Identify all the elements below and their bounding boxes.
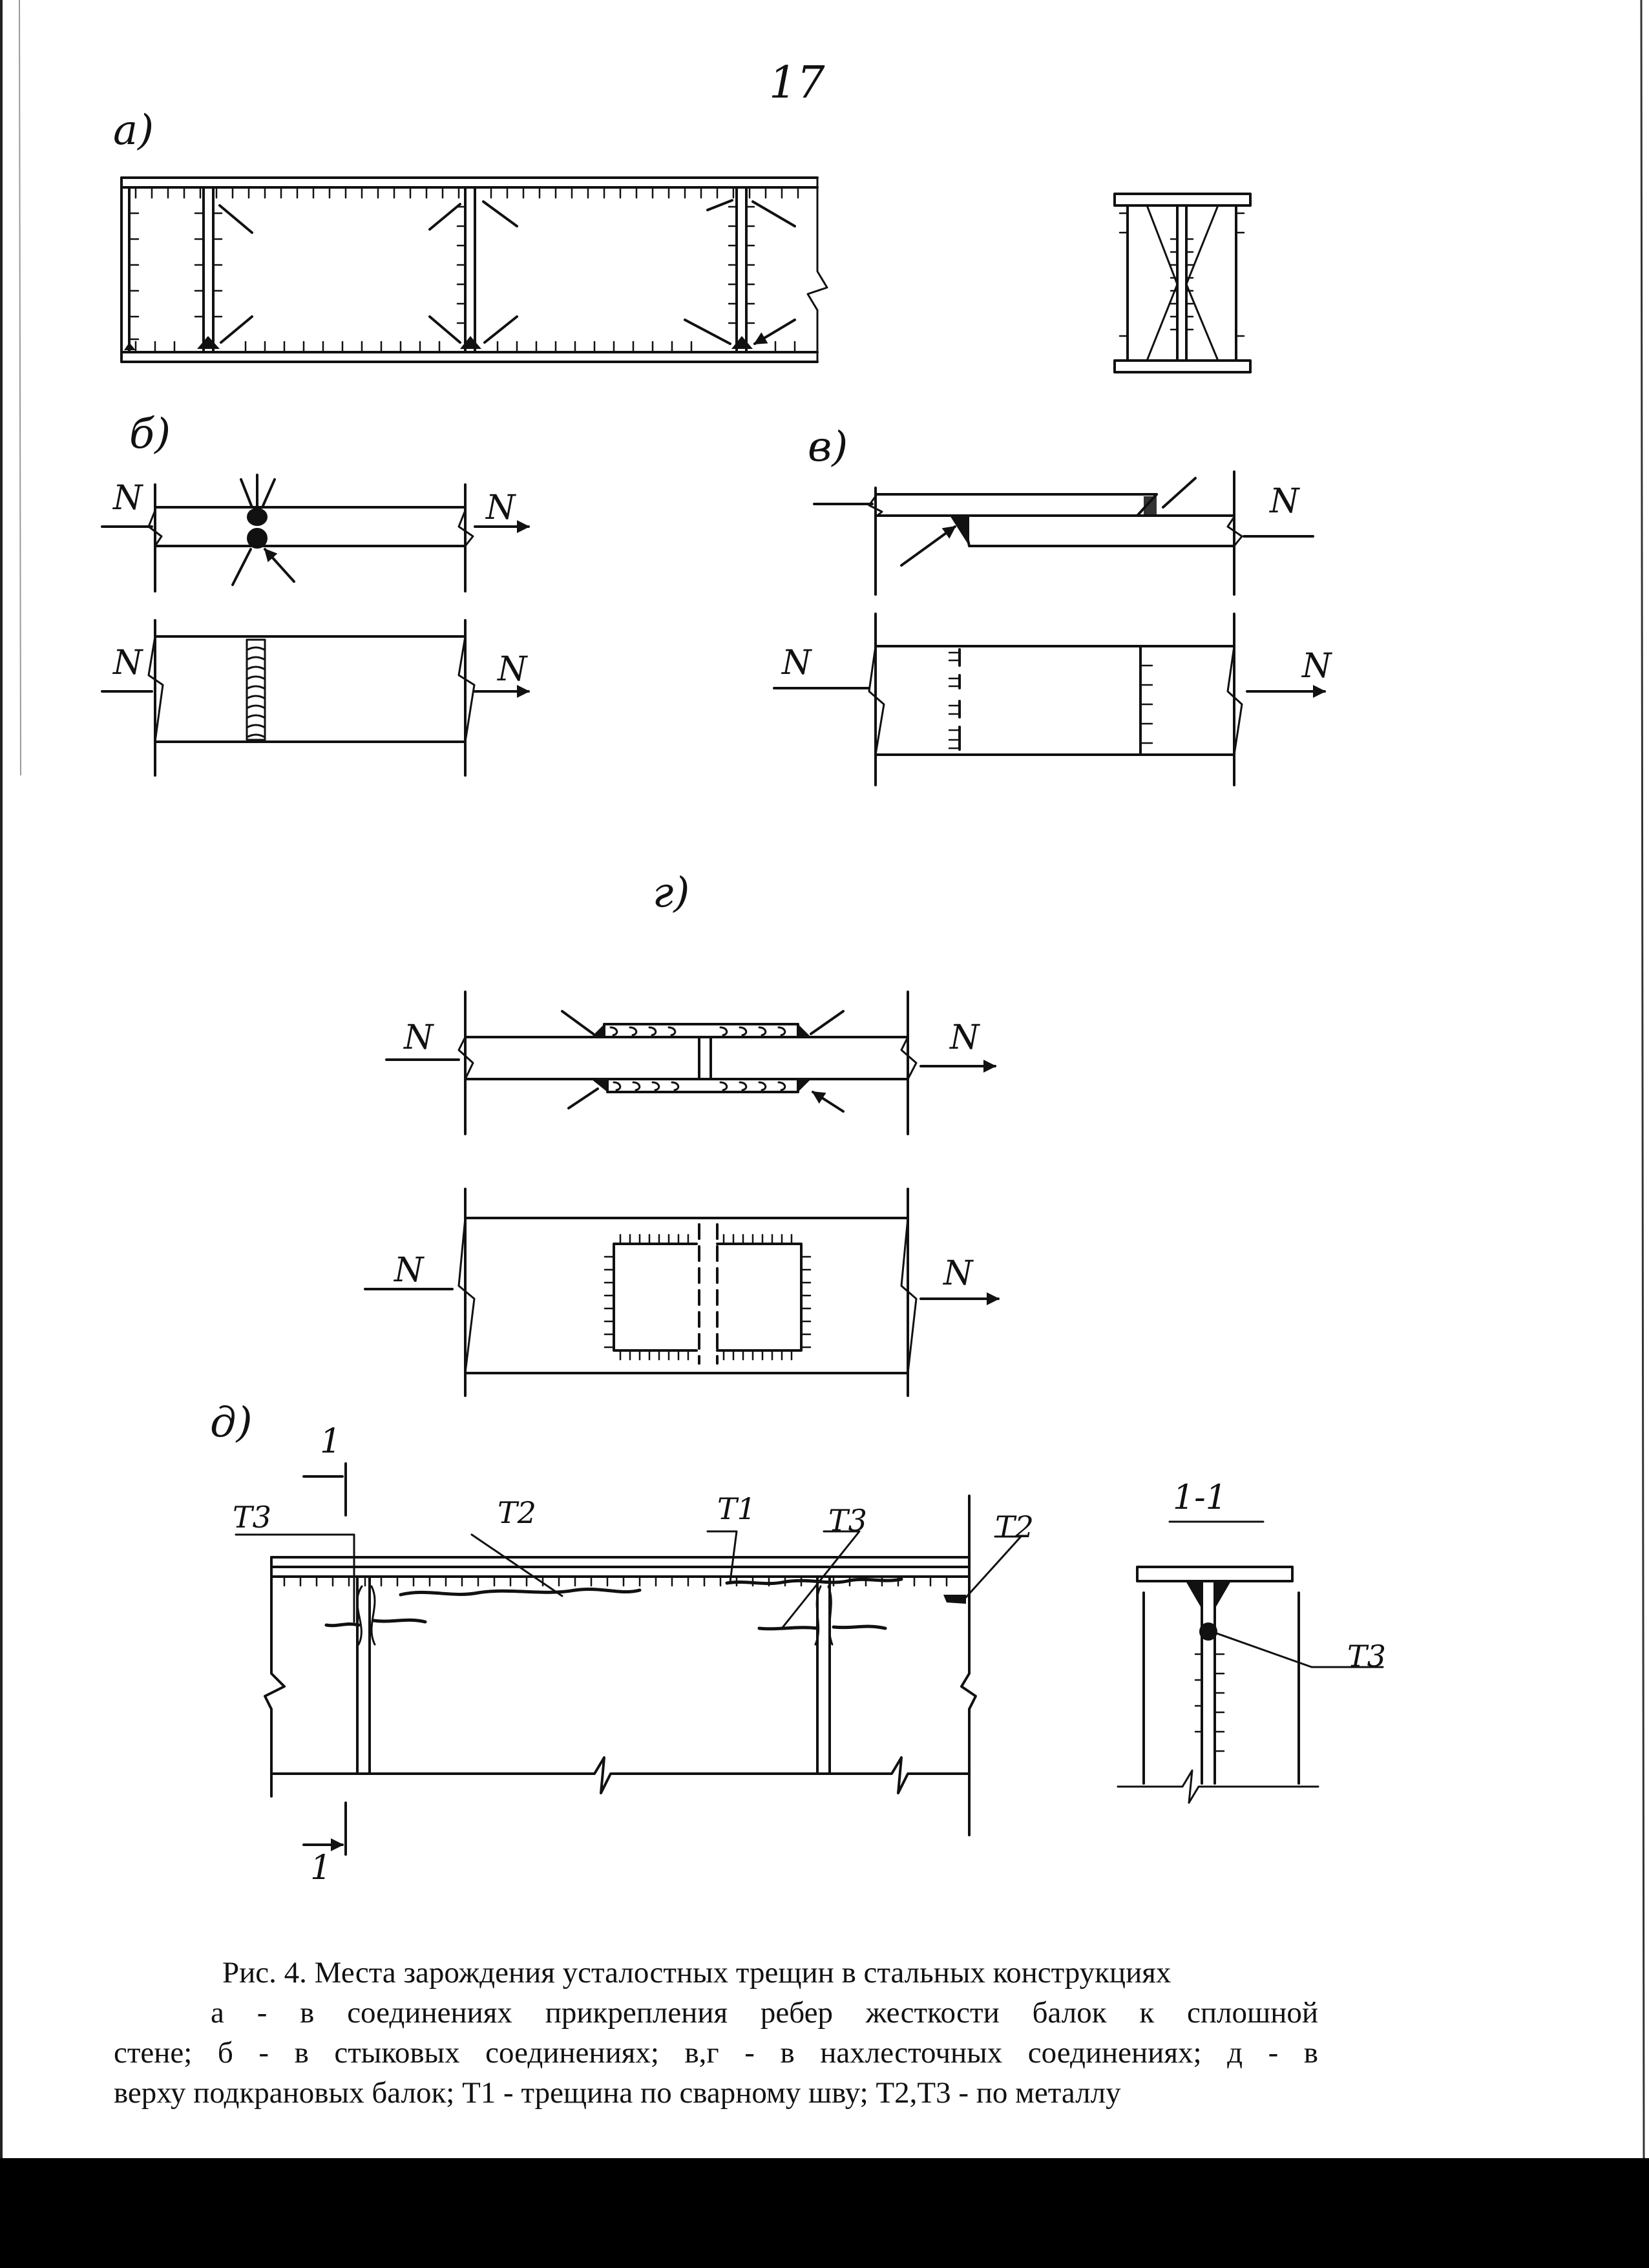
panel-label-v: в) bbox=[808, 423, 848, 471]
force-label-b-plan-left: N bbox=[113, 644, 143, 682]
panel-b-butt-joint bbox=[102, 475, 529, 775]
crack-label-t3-section: T3 bbox=[1347, 1639, 1386, 1674]
force-label-g-elev-left: N bbox=[404, 1018, 434, 1057]
panel-g-cover-plate-joint bbox=[365, 992, 998, 1396]
force-label-b-plan-right: N bbox=[498, 650, 527, 689]
panel-a-beam-elevation bbox=[121, 178, 827, 362]
force-label-v-elev-right: N bbox=[1270, 482, 1299, 521]
caption-line-1: Рис. 4. Места зарождения усталостных трещин в стальных конструкциях bbox=[222, 1956, 1171, 1990]
panel-label-g: г) bbox=[653, 869, 690, 917]
panel-label-b: б) bbox=[129, 410, 171, 458]
panel-a-cross-section bbox=[1115, 194, 1250, 372]
caption-line-4: верху подкрановых балок; Т1 - трещина по сварному шву; Т2,Т3 - по металлу bbox=[114, 2076, 1121, 2110]
force-label-g-plan-left: N bbox=[394, 1251, 424, 1290]
page-number: 17 bbox=[769, 58, 825, 109]
force-label-b-elev-left: N bbox=[113, 479, 143, 518]
crack-label-t2-right: T2 bbox=[995, 1509, 1034, 1544]
panel-label-d: д) bbox=[210, 1399, 253, 1447]
scan-bottom-band bbox=[0, 2158, 1649, 2268]
figure-caption bbox=[114, 1953, 1318, 2113]
panel-label-a: а) bbox=[113, 107, 154, 154]
crack-label-t3-right: T3 bbox=[828, 1503, 867, 1538]
panel-v-lap-joint bbox=[774, 472, 1325, 785]
panel-d-section-1-1 bbox=[1118, 1522, 1383, 1803]
force-label-v-plan-right: N bbox=[1302, 647, 1332, 686]
crack-label-t1: T1 bbox=[717, 1491, 756, 1526]
force-label-g-plan-right: N bbox=[943, 1254, 973, 1293]
caption-line-2: а - в соединениях прикрепления ребер жесткости балок к сплошной bbox=[211, 1996, 1318, 2030]
crack-label-t2-middle: T2 bbox=[498, 1495, 536, 1530]
force-label-b-elev-right: N bbox=[486, 488, 516, 527]
crack-label-t3-left: T3 bbox=[233, 1500, 271, 1535]
section-mark-bottom: 1 bbox=[310, 1849, 332, 1887]
section-title: 1-1 bbox=[1173, 1478, 1227, 1517]
section-mark-top: 1 bbox=[320, 1422, 342, 1461]
panel-d-crane-beam bbox=[236, 1464, 1021, 1854]
force-label-g-elev-right: N bbox=[950, 1018, 980, 1057]
caption-line-3: стене; б - в стыковых соединениях; в,г - в нахлесточных соединениях; д - в bbox=[114, 2036, 1318, 2070]
force-label-v-plan-left: N bbox=[782, 644, 812, 682]
